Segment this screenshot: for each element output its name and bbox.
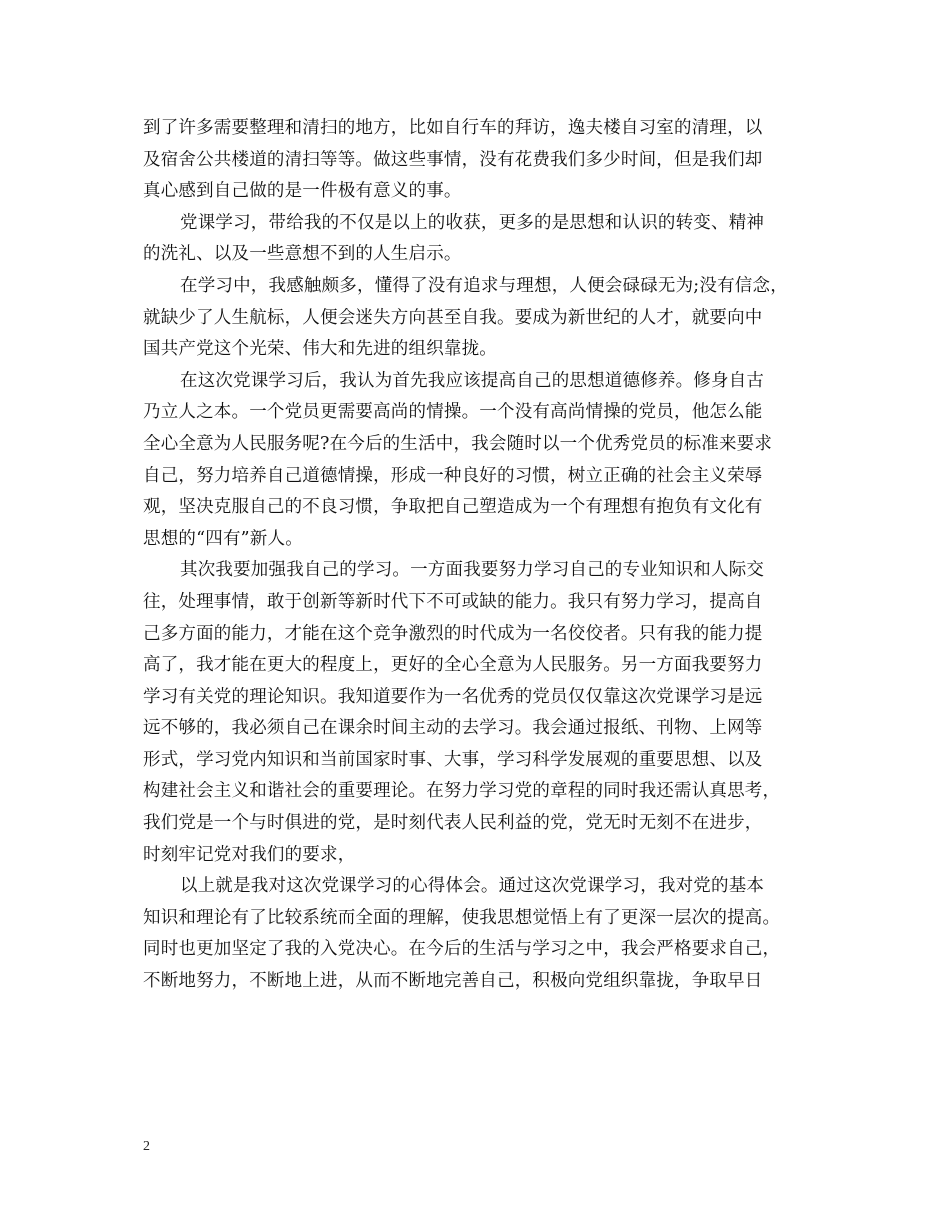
text-line: 思想的“四有”新人。 — [143, 528, 303, 549]
text-line: 就缺少了人生航标，人便会迷失方向甚至自我。要成为新世纪的人才，就要向中 — [143, 307, 763, 328]
text-line: 真心感到自己做的是一件极有意义的事。 — [143, 181, 462, 202]
text-line: 形式，学习党内知识和当前国家时事、大事，学习科学发展观的重要思想、以及 — [143, 749, 763, 770]
text-line: 乃立人之本。一个党员更需要高尚的情操。一个没有高尚情操的党员，他怎么能 — [143, 402, 763, 423]
page-number: 2 — [143, 1139, 150, 1154]
text-line: 在这次党课学习后，我认为首先我应该提高自己的思想道德修养。修身自古 — [180, 370, 765, 391]
text-line: 观，坚决克服自己的不良习惯，争取把自己塑造成为一个有理想有抱负有文化有 — [143, 497, 763, 518]
text-line: 知识和理论有了比较系统而全面的理解，使我思想觉悟上有了更深一层次的提高。 — [143, 907, 781, 928]
text-line: 同时也更加坚定了我的入党决心。在今后的生活与学习之中，我会严格要求自己， — [143, 939, 781, 960]
text-line: 在学习中，我感触颇多，懂得了没有追求与理想，人便会碌碌无为;没有信念， — [180, 275, 788, 296]
text-line: 的洗礼、以及一些意想不到的人生启示。 — [143, 244, 462, 265]
text-line: 及宿舍公共楼道的清扫等等。做这些事情，没有花费我们多少时间，但是我们却 — [143, 149, 763, 170]
text-line: 时刻牢记党对我们的要求， — [143, 844, 356, 865]
text-line: 党课学习，带给我的不仅是以上的收获，更多的是思想和认识的转变、精神 — [180, 212, 765, 233]
text-line: 构建社会主义和谐社会的重要理论。在努力学习党的章程的同时我还需认真思考， — [143, 781, 781, 802]
text-line: 不断地努力，不断地上进，从而不断地完善自己，积极向党组织靠拢，争取早日 — [143, 971, 763, 992]
text-line: 自己，努力培养自己道德情操，形成一种良好的习惯，树立正确的社会主义荣辱 — [143, 465, 763, 486]
text-line: 远不够的，我必须自己在课余时间主动的去学习。我会通过报纸、刊物、上网等 — [143, 718, 763, 739]
text-line: 全心全意为人民服务呢?在今后的生活中，我会随时以一个优秀党员的标准来要求 — [143, 433, 773, 454]
text-line: 以上就是我对这次党课学习的心得体会。通过这次党课学习，我对党的基本 — [180, 876, 765, 897]
text-line: 高了，我才能在更大的程度上，更好的全心全意为人民服务。另一方面我要努力 — [143, 655, 763, 676]
text-line: 学习有关党的理论知识。我知道要作为一名优秀的党员仅仅靠这次党课学习是远 — [143, 686, 763, 707]
text-line: 往，处理事情，敢于创新等新时代下不可或缺的能力。我只有努力学习，提高自 — [143, 591, 763, 612]
text-line: 我们党是一个与时俱进的党，是时刻代表人民利益的党，党无时无刻不在进步， — [143, 813, 763, 834]
text-line: 到了许多需要整理和清扫的地方，比如自行车的拜访，逸夫楼自习室的清理，以 — [143, 118, 763, 138]
body-text — [143, 113, 813, 998]
text-line: 国共产党这个光荣、伟大和先进的组织靠拢。 — [143, 339, 497, 360]
text-line: 其次我要加强我自己的学习。一方面我要努力学习自己的专业知识和人际交 — [180, 560, 765, 581]
text-line: 己多方面的能力，才能在这个竞争激烈的时代成为一名佼佼者。只有我的能力提 — [143, 623, 763, 644]
